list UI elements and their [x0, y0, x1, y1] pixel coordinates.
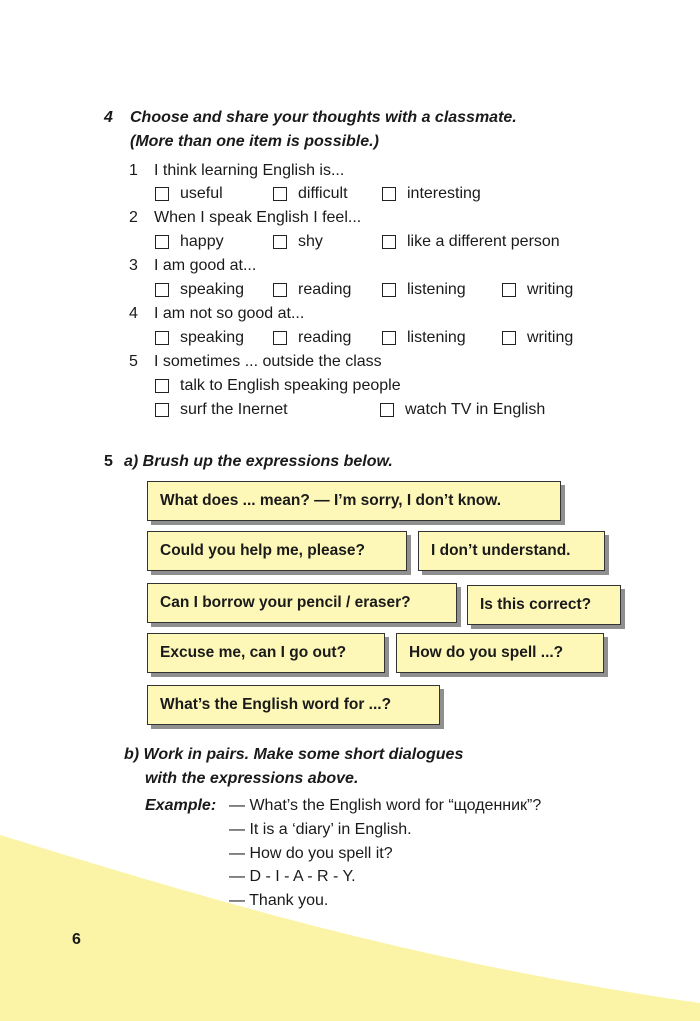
item5-prompt: I sometimes ... outside the class [154, 353, 382, 370]
option-label: difficult [298, 185, 348, 202]
checkbox[interactable] [382, 331, 396, 345]
checkbox[interactable] [273, 235, 287, 249]
dialogue-line: — What’s the English word for “щоденник”? [229, 797, 542, 814]
task4-number: 4 [104, 109, 113, 126]
item2-option-happy[interactable] [155, 233, 224, 251]
item1-number: 1 [129, 162, 138, 179]
item3-number: 3 [129, 257, 138, 274]
item4-option-writing[interactable] [502, 329, 573, 347]
phrase-card: Excuse me, can I go out? [147, 633, 385, 673]
option-label: watch TV in English [405, 401, 546, 418]
checkbox[interactable] [273, 283, 287, 297]
option-label: writing [527, 281, 574, 298]
checkbox[interactable] [380, 403, 394, 417]
item3-prompt: I am good at... [154, 257, 257, 274]
task5-part-b-line2: with the expressions above. [145, 770, 359, 787]
item1-prompt: I think learning English is... [154, 162, 345, 179]
page-number: 6 [72, 931, 81, 948]
option-label: listening [407, 281, 466, 298]
dialogue-line: — It is a ‘diary’ in English. [229, 821, 412, 838]
item1-option-difficult[interactable] [273, 185, 348, 203]
checkbox[interactable] [155, 403, 169, 417]
item5-number: 5 [129, 353, 138, 370]
option-label: happy [180, 233, 224, 250]
phrase-card: Can I borrow your pencil / eraser? [147, 583, 457, 623]
item3-option-listening[interactable] [382, 281, 466, 299]
checkbox[interactable] [382, 187, 396, 201]
checkbox[interactable] [273, 187, 287, 201]
option-label: speaking [180, 329, 245, 346]
checkbox[interactable] [155, 187, 169, 201]
option-label: interesting [407, 185, 481, 202]
item4-prompt: I am not so good at... [154, 305, 305, 322]
item4-number: 4 [129, 305, 138, 322]
option-label: surf the Inernet [180, 401, 288, 418]
checkbox[interactable] [382, 283, 396, 297]
phrase-card: What’s the English word for ...? [147, 685, 440, 725]
checkbox[interactable] [155, 283, 169, 297]
task4-title-line2: (More than one item is possible.) [130, 133, 379, 150]
example-label: Example: [145, 797, 217, 814]
item1-option-interesting[interactable] [382, 185, 481, 203]
item3-option-reading[interactable] [273, 281, 351, 299]
task4-title-line1: Choose and share your thoughts with a classmate. [130, 109, 517, 126]
task5-part-a: a) Brush up the expressions below. [124, 453, 393, 470]
checkbox[interactable] [382, 235, 396, 249]
checkbox[interactable] [155, 331, 169, 345]
option-label: speaking [180, 281, 245, 298]
item2-option-shy[interactable] [273, 233, 323, 251]
item3-option-writing[interactable] [502, 281, 573, 299]
option-label: useful [180, 185, 223, 202]
phrase-card: Could you help me, please? [147, 531, 407, 571]
item2-option-different-person[interactable] [382, 233, 560, 251]
item3-option-speaking[interactable] [155, 281, 244, 299]
item1-option-useful[interactable] [155, 185, 223, 203]
option-label: reading [298, 281, 352, 298]
dialogue-line: — D - I - A - R - Y. [229, 868, 356, 885]
item5-option-internet[interactable] [155, 401, 288, 419]
checkbox[interactable] [155, 379, 169, 393]
item5-option-tv[interactable] [380, 401, 545, 419]
checkbox[interactable] [502, 283, 516, 297]
option-label: shy [298, 233, 323, 250]
task5-part-b-line1: b) Work in pairs. Make some short dialogues [124, 746, 464, 763]
phrase-card: I don’t understand. [418, 531, 605, 571]
checkbox[interactable] [273, 331, 287, 345]
dialogue-line: — Thank you. [229, 892, 329, 909]
item4-option-reading[interactable] [273, 329, 351, 347]
task5-number: 5 [104, 453, 113, 470]
item4-option-listening[interactable] [382, 329, 466, 347]
item2-prompt: When I speak English I feel... [154, 209, 362, 226]
item2-number: 2 [129, 209, 138, 226]
option-label: reading [298, 329, 352, 346]
option-label: like a different person [407, 233, 560, 250]
option-label: talk to English speaking people [180, 377, 401, 394]
item5-option-talk[interactable] [155, 377, 401, 395]
dialogue-line: — How do you spell it? [229, 845, 393, 862]
checkbox[interactable] [155, 235, 169, 249]
phrase-card: How do you spell ...? [396, 633, 604, 673]
phrase-card: Is this correct? [467, 585, 621, 625]
phrase-card: What does ... mean? — I’m sorry, I don’t know. [147, 481, 561, 521]
option-label: listening [407, 329, 466, 346]
option-label: writing [527, 329, 574, 346]
item4-option-speaking[interactable] [155, 329, 244, 347]
checkbox[interactable] [502, 331, 516, 345]
